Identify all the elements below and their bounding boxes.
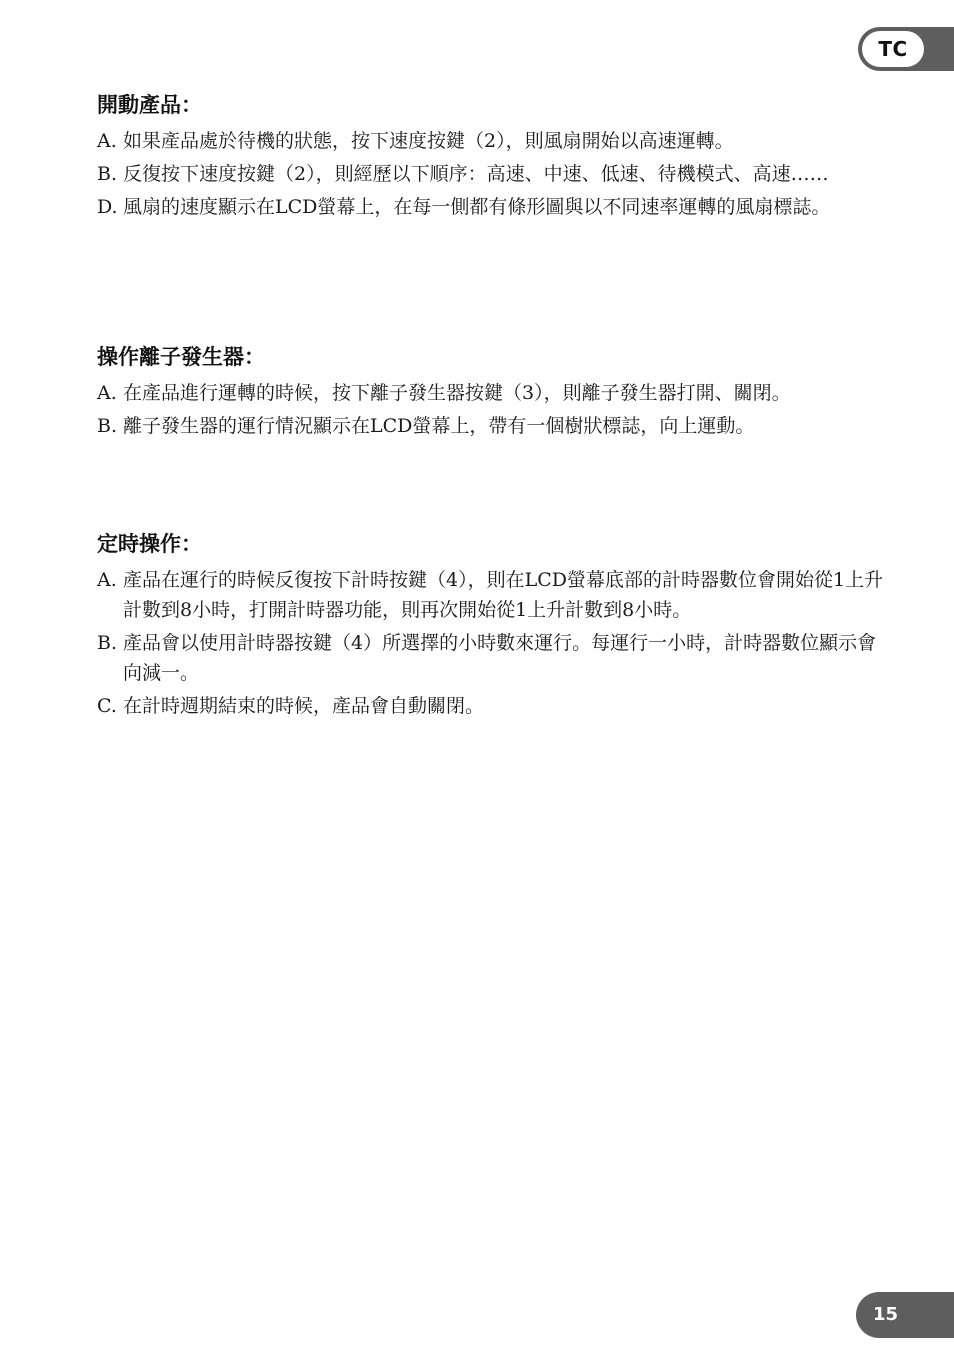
- list-item-label: A.: [97, 569, 117, 591]
- section-heading: 定時操作：: [97, 532, 202, 556]
- list-item: [97, 691, 897, 721]
- page-number-tab: [856, 1292, 954, 1338]
- list-item-text: 離子發生器的運行情況顯示在LCD螢幕上，帶有一個樹狀標誌，向上運動。: [123, 415, 755, 437]
- language-tab: [858, 27, 954, 71]
- list-item-label: C.: [97, 695, 117, 717]
- list-item-label: D.: [97, 196, 118, 218]
- list-item: [97, 378, 897, 408]
- section-timer: [97, 530, 897, 724]
- list-item: [97, 192, 897, 222]
- list-item: [97, 628, 897, 688]
- list-item: [97, 126, 897, 156]
- section-ionizer: [97, 343, 897, 444]
- list-item: [97, 565, 897, 625]
- list-item-label: A.: [97, 130, 117, 152]
- list-item-label: A.: [97, 382, 117, 404]
- section-start-product: [97, 91, 897, 225]
- list-item: [97, 159, 897, 189]
- list-item-text: 產品會以使用計時器按鍵（4）所選擇的小時數來運行。每運行一小時，計時器數位顯示會向減一。: [123, 632, 877, 684]
- list-item-text: 在計時週期結束的時候，產品會自動關閉。: [123, 695, 485, 717]
- section-heading: 操作離子發生器：: [97, 345, 265, 369]
- page-number: 15: [873, 1304, 899, 1325]
- list-item-text: 如果產品處於待機的狀態，按下速度按鍵（2），則風扇開始以高速運轉。: [123, 130, 734, 152]
- list-item-label: B.: [97, 415, 118, 437]
- list-item-label: B.: [97, 163, 118, 185]
- list-item-text: 風扇的速度顯示在LCD螢幕上，在每一側都有條形圖與以不同速率運轉的風扇標誌。: [123, 196, 831, 218]
- list-item-text: 在產品進行運轉的時候，按下離子發生器按鍵（3），則離子發生器打開、關閉。: [123, 382, 791, 404]
- language-badge: [862, 31, 924, 67]
- list-item-label: B.: [97, 632, 118, 654]
- list-item-text: 反復按下速度按鍵（2），則經歷以下順序：高速、中速、低速、待機模式、高速……: [123, 163, 829, 185]
- language-badge-label: TC: [878, 37, 908, 61]
- list-item-text: 產品在運行的時候反復按下計時按鍵（4），則在LCD螢幕底部的計時器數位會開始從1上升計數到8小時，打開計時器功能，則再次開始從1上升計數到8小時。: [123, 569, 884, 621]
- section-heading: 開動產品：: [97, 93, 202, 117]
- list-item: [97, 411, 897, 441]
